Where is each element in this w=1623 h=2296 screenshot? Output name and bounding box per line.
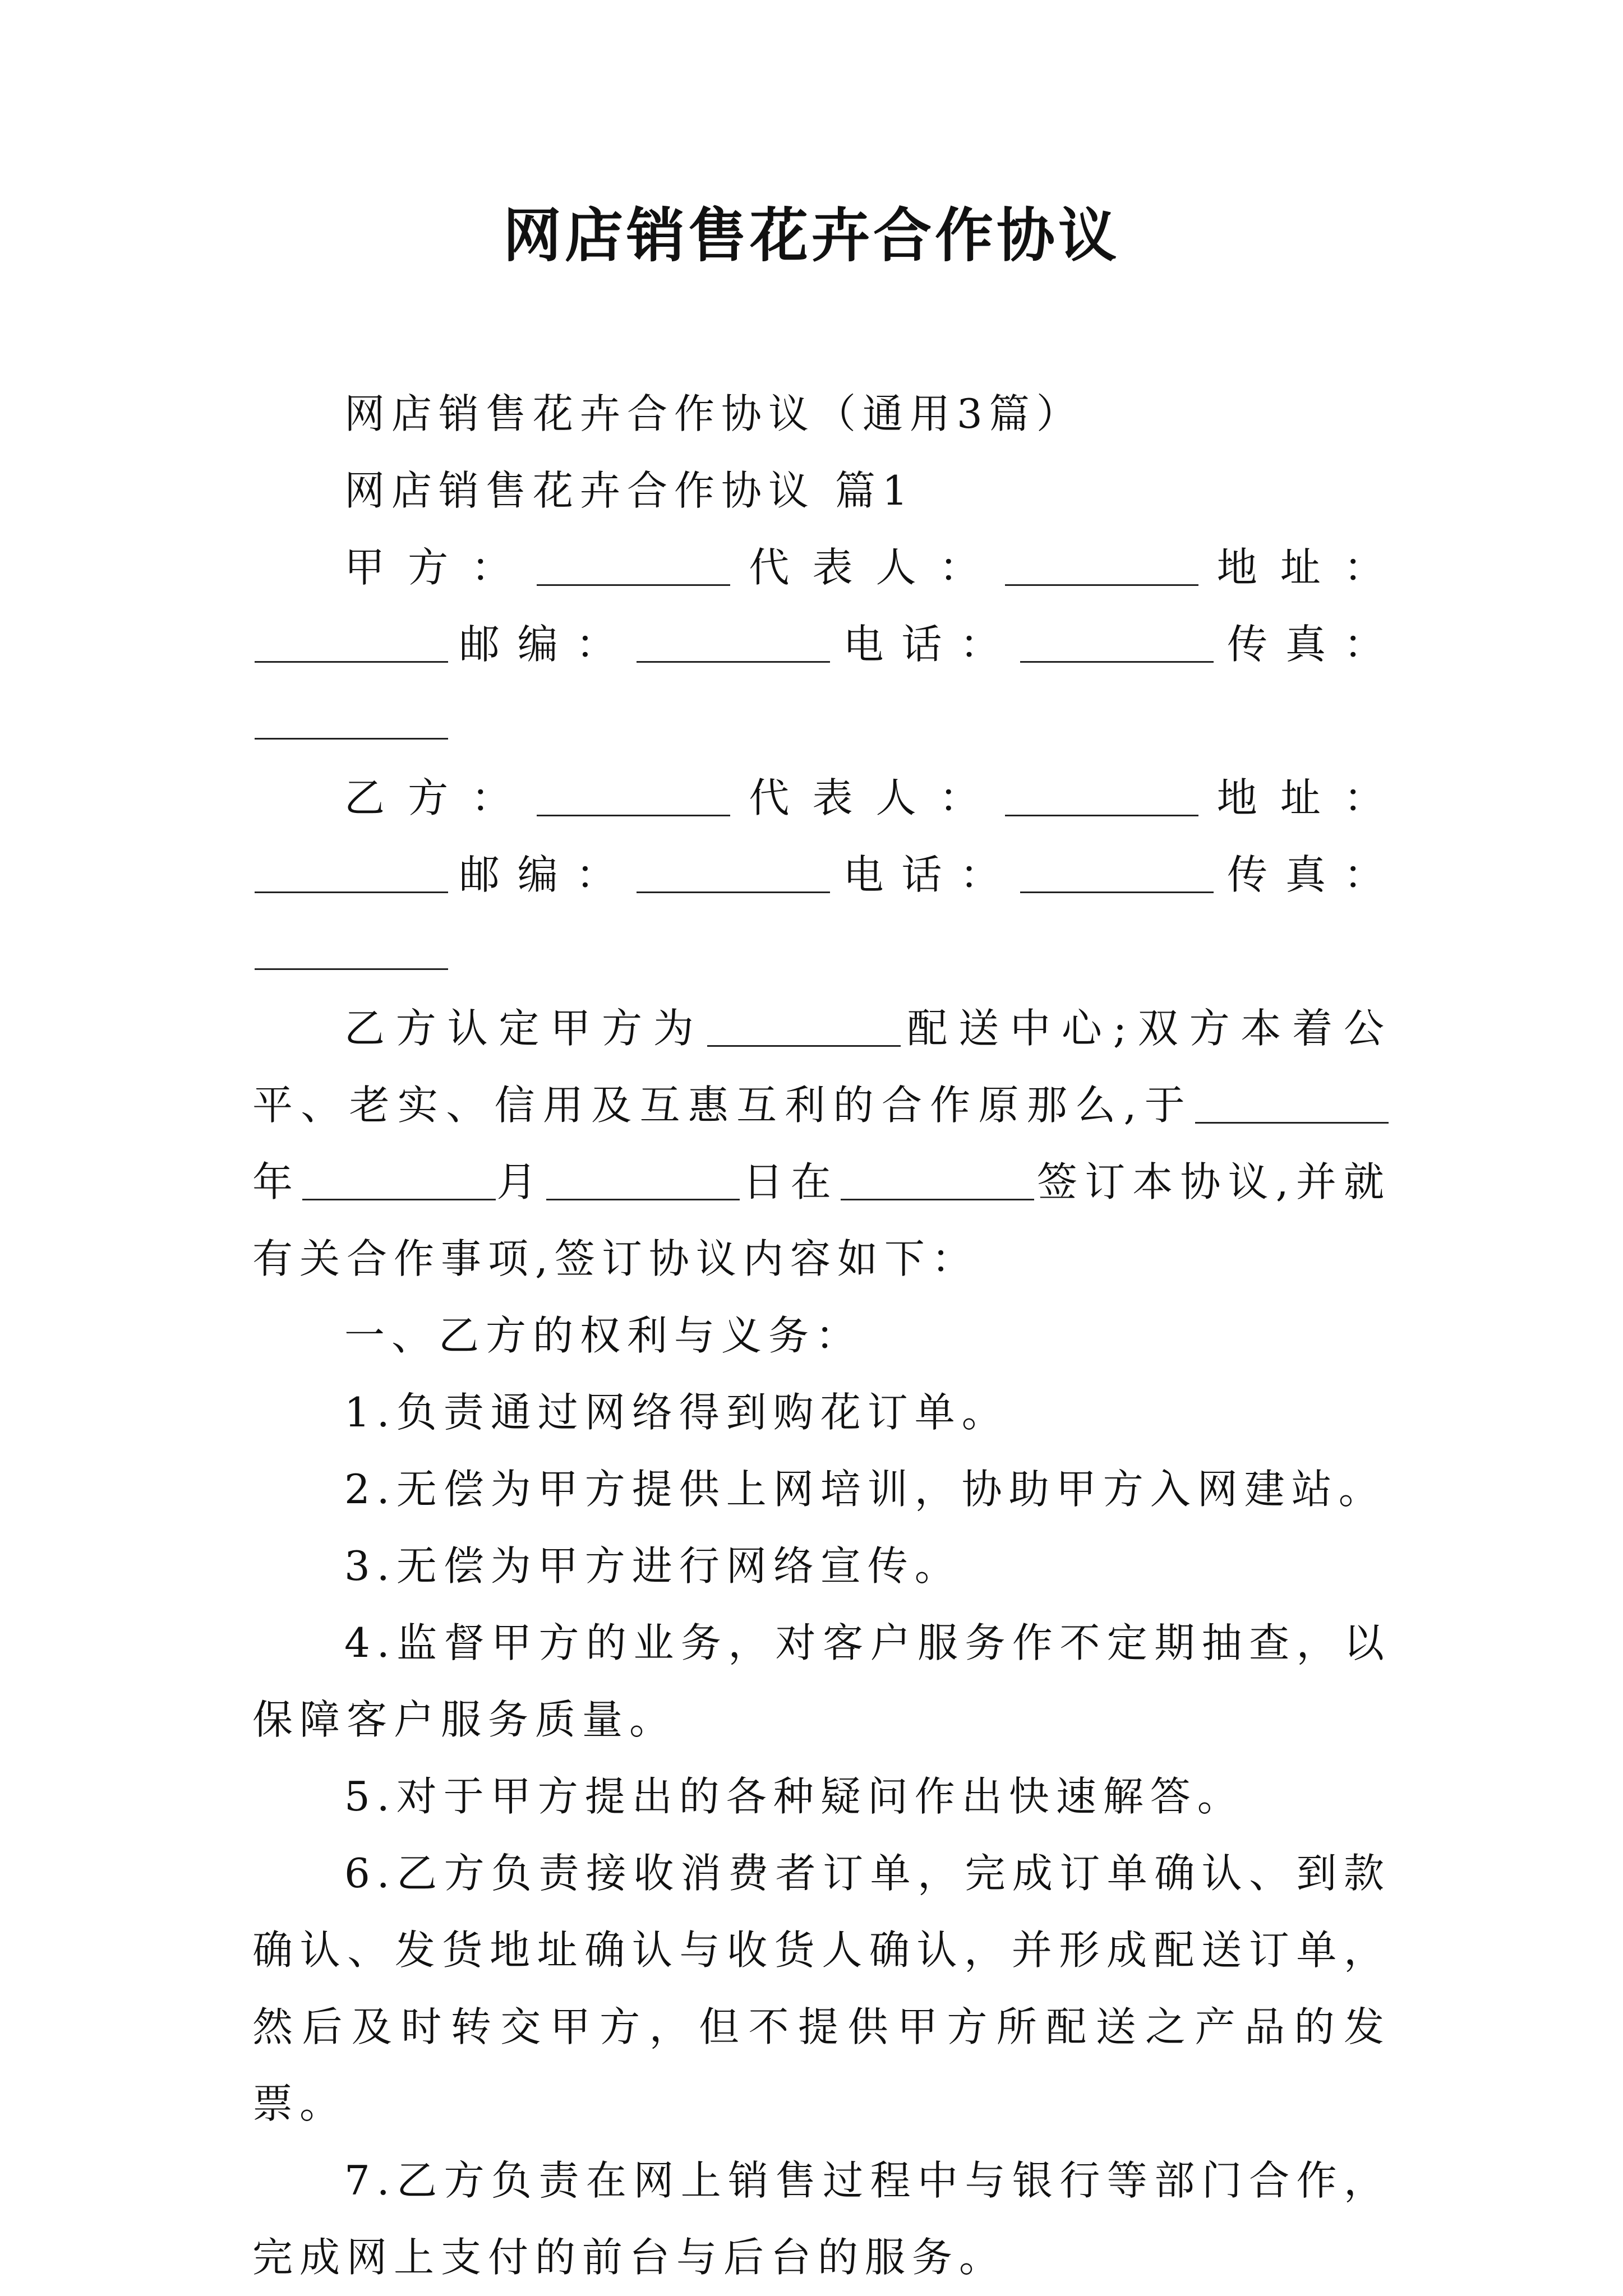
- intro-text-1: 乙方认定甲方为: [344, 1005, 705, 1052]
- party-a-name-blank: [537, 584, 730, 586]
- party-a-fax-label: 传真：: [1216, 621, 1391, 668]
- document-subtitle: 网店销售花卉合作协议（通用3篇）: [344, 390, 1083, 437]
- clause-item-4: 4.监督甲方的业务，对客户服务作不定期抽查，以保障客户服务质量。: [252, 1619, 1391, 1743]
- party-b-phone-blank: [1020, 891, 1214, 893]
- party-b-postcode-label: 邮编：: [448, 851, 634, 898]
- party-b-postcode-blank: [637, 891, 830, 893]
- day-blank: [546, 1198, 740, 1200]
- party-a-address-blank: [255, 660, 448, 663]
- intro-text-3: 签订本协议,并就有关合作事项,签订协议内容如下：: [252, 1158, 1391, 1282]
- document-body: [252, 376, 1391, 2296]
- party-a-label: 甲方：: [344, 544, 535, 591]
- party-a-postcode-blank: [637, 660, 830, 663]
- intro-text-2: 配送中心;双方本着公平、老实、信用及互惠互利的合作原那么,于: [252, 1005, 1391, 1129]
- intro-paragraph: [252, 990, 1391, 1297]
- party-a-postcode-label: 邮编：: [448, 621, 634, 668]
- party-b-fax-blank: [255, 968, 448, 970]
- party-b-phone-label: 电话：: [832, 851, 1018, 898]
- intro-text-year: 年: [252, 1158, 301, 1205]
- party-b-name-blank: [537, 814, 730, 816]
- clause-item-3: 3.无偿为甲方进行网络宣传。: [344, 1542, 962, 1590]
- party-a-phone-label: 电话：: [832, 621, 1018, 668]
- clause-item-1: 1.负责通过网络得到购花订单。: [344, 1389, 1009, 1436]
- party-a-rep-blank: [1005, 584, 1198, 586]
- clause-item-6: 6.乙方负责接收消费者订单，完成订单确认、到款确认、发货地址确认与收货人确认，并形成配送订单，然后及时转交甲方，但不提供甲方所配送之产品的发票。: [252, 1850, 1391, 2127]
- year-blank: [1195, 1121, 1389, 1124]
- clause-item-7: 7.乙方负责在网上销售过程中与银行等部门合作，完成网上支付的前台与后台的服务。: [252, 2157, 1391, 2281]
- party-b-label: 乙方：: [344, 774, 535, 821]
- party-b-fax-label: 传真：: [1216, 851, 1391, 898]
- distribution-center-blank: [707, 1045, 901, 1047]
- party-a-address-label: 地址：: [1200, 544, 1391, 591]
- month-blank: [302, 1198, 496, 1200]
- party-b-address-blank: [255, 891, 448, 893]
- intro-text-day: 日在: [742, 1158, 838, 1205]
- party-b-rep-blank: [1005, 814, 1198, 816]
- party-b-info: [252, 760, 1391, 990]
- section-heading: 网店销售花卉合作协议 篇1: [344, 467, 915, 514]
- party-b-address-label: 地址：: [1200, 774, 1391, 821]
- signing-place-blank: [841, 1198, 1034, 1200]
- clause-item-2: 2.无偿为甲方提供上网培训，协助甲方入网建站。: [344, 1466, 1386, 1513]
- clause-heading: 一、乙方的权利与义务：: [344, 1312, 863, 1359]
- intro-text-month: 月: [496, 1158, 545, 1205]
- document-title: 网店销售花卉合作协议: [502, 201, 1120, 270]
- party-a-fax-blank: [255, 737, 448, 740]
- party-b-rep-label: 代表人：: [732, 774, 1003, 821]
- party-a-info: [252, 529, 1391, 760]
- party-a-phone-blank: [1020, 660, 1214, 663]
- party-a-rep-label: 代表人：: [732, 544, 1003, 591]
- clause-item-5: 5.对于甲方提出的各种疑问作出快速解答。: [344, 1773, 1244, 1820]
